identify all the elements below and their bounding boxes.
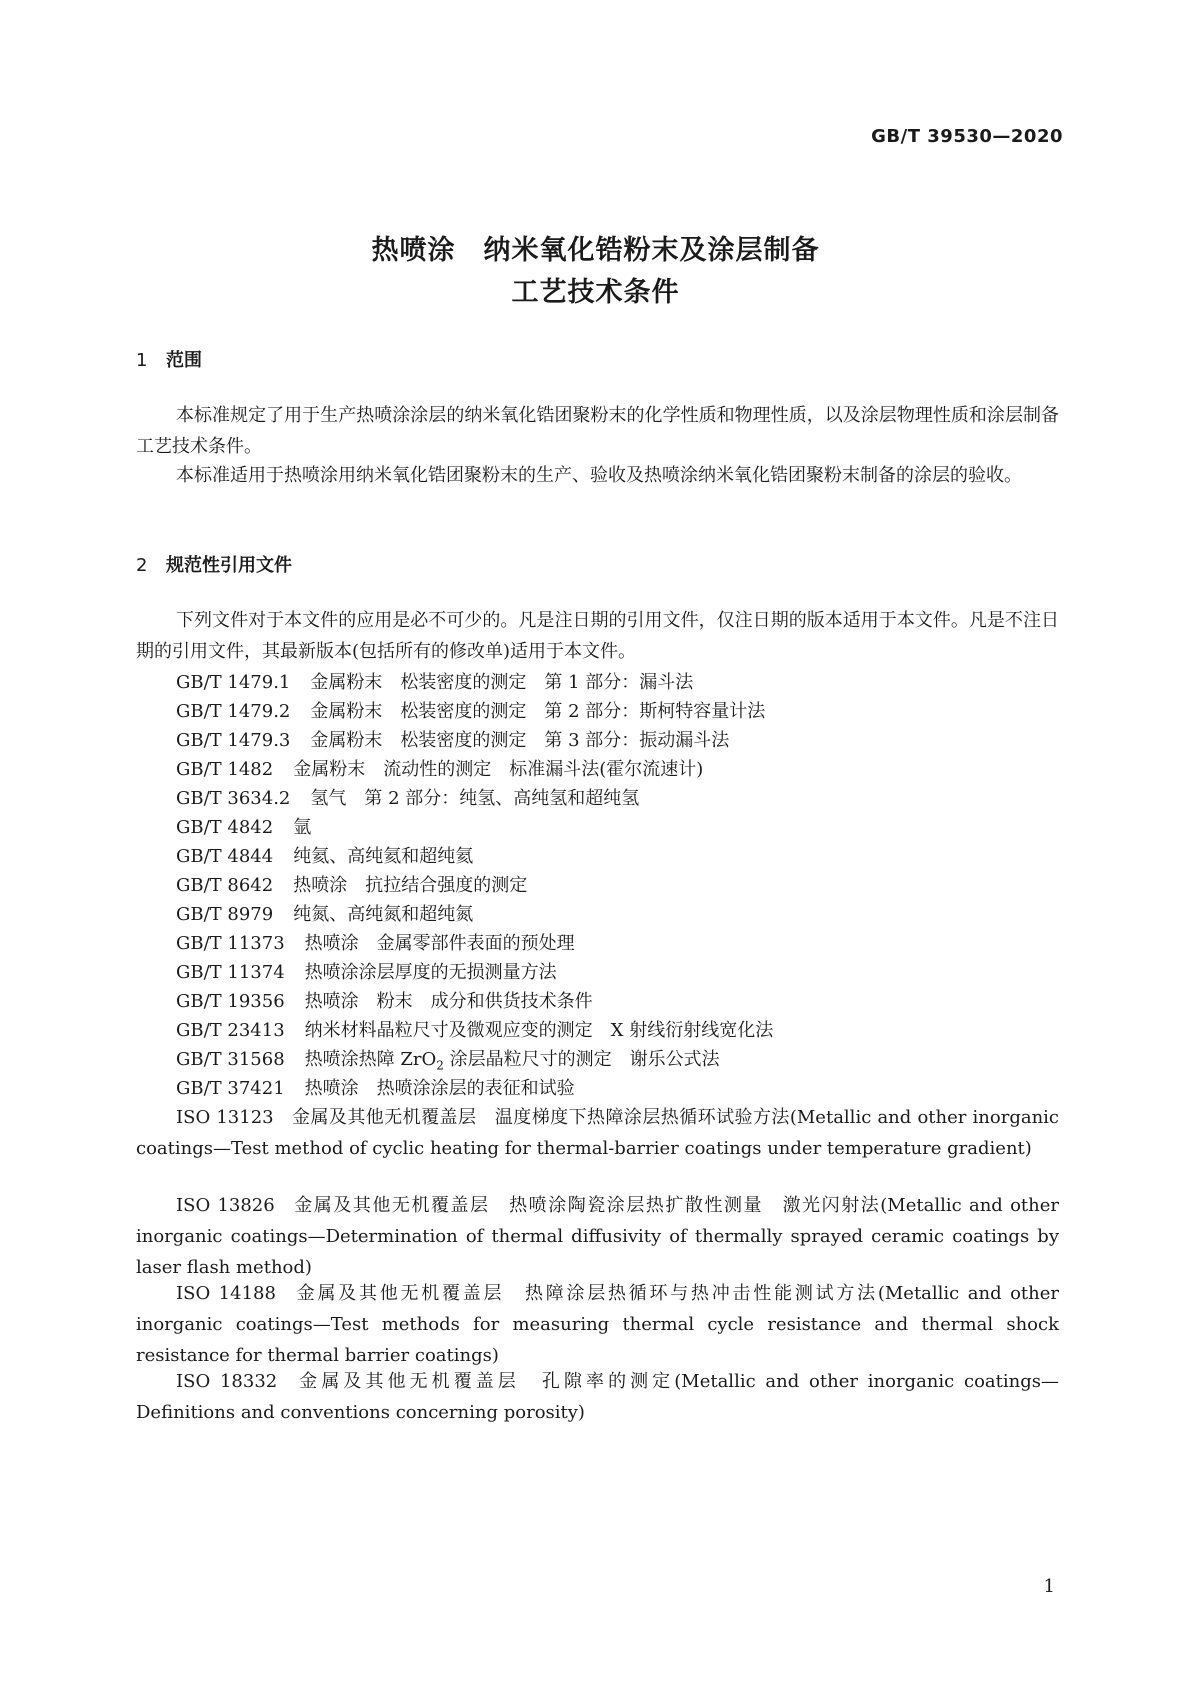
iso-reference-item	[136, 1366, 1059, 1428]
reference-title: 热喷涂热障 ZrO$_2$ 涂层晶粒尺寸的测定 谢乐公式法	[304, 1049, 720, 1073]
reference-item	[176, 813, 311, 839]
section-number: 1	[136, 350, 148, 371]
page-number: 1	[1043, 1576, 1055, 1597]
reference-title: 金属及其他无机覆盖层 孔隙率的测定(Metallic and other inorganic coatings—Definitions and conventions concerning porosity)	[136, 1371, 1060, 1423]
reference-title: 纯氦、高纯氦和超纯氦	[293, 846, 474, 867]
reference-code: ISO 18332	[176, 1371, 278, 1392]
reference-title: 纯氮、高纯氮和超纯氮	[293, 904, 474, 925]
reference-item	[176, 958, 557, 984]
reference-title: 金属及其他无机覆盖层 温度梯度下热障涂层热循环试验方法(Metallic and other inorganic coatings—Test method of cyclic heating for thermal-barrier coatings under temperature gradient)	[136, 1107, 1059, 1159]
section-1-paragraph-1: 本标准规定了用于生产热喷涂涂层的纳米氧化锆团聚粉末的化学性质和物理性质，以及涂层物理性质和涂层制备工艺技术条件。	[136, 405, 1059, 457]
reference-item	[176, 900, 473, 926]
section-number: 2	[136, 555, 148, 576]
reference-code: GB/T 1479.2	[176, 701, 291, 722]
reference-item	[176, 784, 639, 810]
reference-code: GB/T 8979	[176, 904, 274, 925]
section-1-heading	[136, 346, 202, 372]
reference-code: GB/T 23413	[176, 1020, 285, 1041]
reference-code: ISO 14188	[176, 1283, 276, 1304]
reference-code: GB/T 8642	[176, 875, 274, 896]
reference-title: 金属粉末 松装密度的测定 第 1 部分：漏斗法	[310, 672, 694, 693]
reference-code: GB/T 4844	[176, 846, 274, 867]
reference-code: GB/T 11374	[176, 962, 285, 983]
reference-item	[176, 929, 575, 955]
reference-title: 热喷涂 抗拉结合强度的测定	[293, 875, 528, 896]
reference-item	[176, 1074, 575, 1100]
reference-code: GB/T 4842	[176, 817, 274, 838]
reference-item	[176, 668, 693, 694]
reference-item	[176, 1045, 720, 1073]
reference-title: 热喷涂 金属零部件表面的预处理	[304, 933, 575, 954]
reference-code: GB/T 11373	[176, 933, 285, 954]
reference-title: 热喷涂 粉末 成分和供货技术条件	[304, 991, 593, 1012]
reference-title: 金属粉末 松装密度的测定 第 3 部分：振动漏斗法	[310, 730, 730, 751]
reference-code: GB/T 37421	[176, 1078, 285, 1099]
reference-title: 氢气 第 2 部分：纯氢、高纯氢和超纯氢	[310, 788, 640, 809]
reference-code: ISO 13826	[176, 1195, 275, 1216]
reference-item	[176, 755, 703, 781]
iso-reference-item	[136, 1102, 1059, 1164]
iso-reference-item	[136, 1190, 1059, 1283]
reference-title: 金属粉末 流动性的测定 标准漏斗法(霍尔流速计)	[293, 759, 704, 780]
reference-title: 热喷涂涂层厚度的无损测量方法	[304, 962, 557, 983]
reference-item	[176, 726, 729, 752]
standard-code: GB/T 39530—2020	[871, 126, 1063, 147]
reference-item	[176, 697, 765, 723]
reference-title: 纳米材料晶粒尺寸及微观应变的测定 X 射线衍射线宽化法	[304, 1020, 774, 1041]
reference-title: 金属粉末 松装密度的测定 第 2 部分：斯柯特容量计法	[310, 701, 766, 722]
section-2-heading	[136, 551, 292, 577]
reference-item	[176, 1016, 773, 1042]
document-title-line-1: 热喷涂 纳米氧化锆粉末及涂层制备	[371, 235, 820, 266]
reference-code: GB/T 3634.2	[176, 788, 291, 809]
reference-code: GB/T 31568	[176, 1049, 285, 1070]
section-2-intro: 下列文件对于本文件的应用是必不可少的。凡是注日期的引用文件，仅注日期的版本适用于本文件。凡是不注日期的引用文件，其最新版本(包括所有的修改单)适用于本文件。	[136, 610, 1059, 662]
reference-item	[176, 871, 527, 897]
reference-title: 热喷涂 热喷涂涂层的表征和试验	[304, 1078, 575, 1099]
reference-title: 金属及其他无机覆盖层 热障涂层热循环与热冲击性能测试方法(Metallic and other inorganic coatings—Test methods for measuring thermal cycle resistance and thermal shock resistance for thermal barrier coatings)	[136, 1283, 1059, 1366]
iso-reference-item	[136, 1278, 1059, 1371]
reference-code: GB/T 1482	[176, 759, 274, 780]
reference-code: ISO 13123	[176, 1107, 274, 1128]
reference-code: GB/T 1479.1	[176, 672, 291, 693]
reference-code: GB/T 19356	[176, 991, 285, 1012]
reference-code: GB/T 1479.3	[176, 730, 291, 751]
reference-title: 金属及其他无机覆盖层 热喷涂陶瓷涂层热扩散性测量 激光闪射法(Metallic and other inorganic coatings—Determination of thermal diffusivity of thermally sprayed ceramic coatings by laser flash method)	[136, 1195, 1059, 1278]
document-title-line-2: 工艺技术条件	[511, 277, 680, 308]
section-1-paragraph-2: 本标准适用于热喷涂用纳米氧化锆团聚粉末的生产、验收及热喷涂纳米氧化锆团聚粉末制备的涂层的验收。	[176, 465, 1022, 486]
section-title: 范围	[166, 350, 202, 371]
section-title: 规范性引用文件	[166, 555, 292, 576]
reference-item	[176, 987, 593, 1013]
reference-item	[176, 842, 473, 868]
reference-title: 氩	[293, 817, 312, 838]
